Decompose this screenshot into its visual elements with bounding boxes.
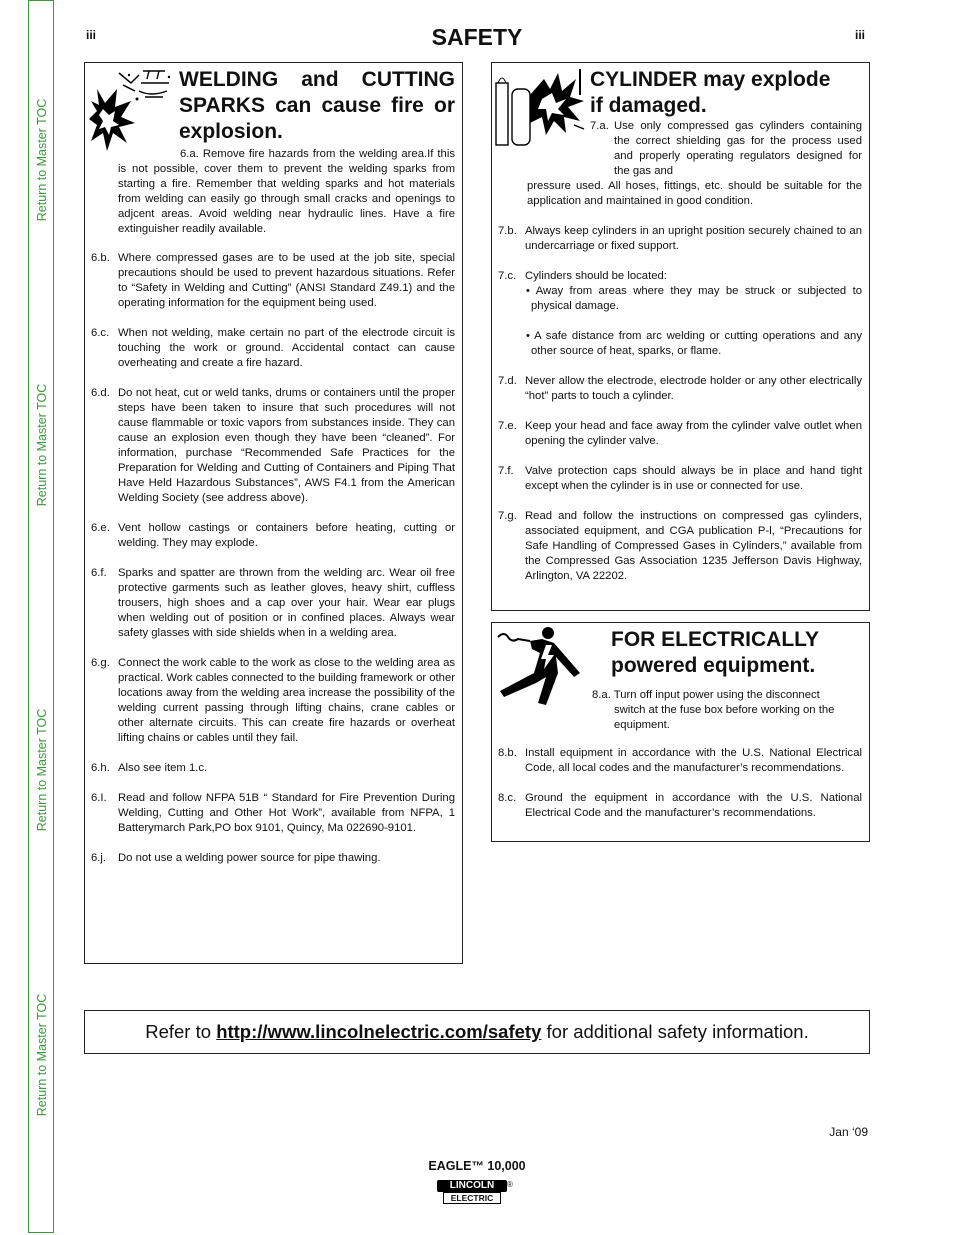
- list-item: [91, 251, 455, 311]
- item-text: Sparks and spatter are thrown from the welding arc. Wear oil free protective garments such as leather gloves, heavy shirt, cuffless trousers, high shoes and a cap over your hair. Wear ear plugs when welding out of position or in confined places. Always wear safety glasses with side shields when in a welding area.: [118, 567, 455, 639]
- electrical-section-title: [611, 627, 861, 679]
- list-item: [91, 521, 455, 551]
- item-text: Use only compressed gas cylinders containing the correct shielding gas for the process used and properly operating regulators designed for the gas and: [614, 120, 862, 177]
- refer-prefix: Refer to: [145, 1021, 217, 1042]
- list-item: [91, 851, 455, 866]
- welding-section-title: [179, 67, 455, 145]
- return-to-master-toc-link[interactable]: [34, 345, 50, 545]
- toc-link-label: Return to Master TOC: [35, 383, 49, 507]
- logo-top: LINCOLN: [437, 1180, 507, 1192]
- list-item: [91, 656, 455, 746]
- list-item: [91, 566, 455, 641]
- welding-items: [91, 251, 455, 881]
- item-number: 6.g.: [91, 657, 110, 669]
- title-line: CYLINDER may explode: [590, 68, 831, 91]
- item-text: Ground the equipment in accordance with the U.S. National Electrical Code and the manufacturer’s recommendations.: [525, 792, 862, 819]
- item-number: 6.h.: [91, 762, 110, 774]
- cylinder-intro: [590, 119, 862, 179]
- lincoln-electric-logo: [437, 1180, 515, 1208]
- title-line: SPARKS can cause fire or: [179, 94, 455, 117]
- item-text: Where compressed gases are to be used at the job site, special precautions should be used to prevent hazardous situations. Refer to “Safety in Welding and Cutting” (ANSI Standard Z49.1) and the operating information for the equipment being used.: [118, 252, 455, 309]
- list-item: [91, 791, 455, 836]
- bullet-item: • A safe distance from arc welding or cutting operations and any other source of heat, sparks, or flame.: [526, 330, 862, 357]
- safety-link[interactable]: http://www.lincolnelectric.com/safety: [216, 1021, 542, 1042]
- item-text: Always keep cylinders in an upright position securely chained to an undercarriage or fixed support.: [525, 225, 862, 252]
- title-line: WELDING and CUTTING: [179, 68, 455, 91]
- toc-link-label: Return to Master TOC: [35, 993, 49, 1117]
- item-number: 6.I.: [91, 792, 107, 804]
- list-item: [498, 269, 862, 359]
- return-to-master-toc-link[interactable]: [34, 670, 50, 870]
- cylinder-section-title: [590, 67, 860, 119]
- list-item: [498, 374, 862, 404]
- item-number: 8.c.: [498, 792, 517, 804]
- list-item: [498, 419, 862, 449]
- electric-shock-icon: [496, 627, 586, 705]
- cylinder-items: [498, 224, 862, 599]
- list-item: [498, 464, 862, 494]
- welding-intro: [118, 147, 455, 237]
- page-number-right: iii: [855, 28, 866, 42]
- list-item: [91, 326, 455, 371]
- page-number-left: iii: [86, 28, 97, 42]
- bullet-list: [525, 284, 862, 359]
- return-to-master-toc-link[interactable]: [34, 955, 50, 1155]
- item-number: 7.b.: [498, 225, 517, 237]
- title-line: powered equipment.: [611, 654, 816, 677]
- item-text: Install equipment in accordance with the U.S. National Electrical Code, all local codes and the manufacturer’s recommendations.: [525, 747, 862, 774]
- list-item: [590, 119, 862, 179]
- cylinder-intro-cont: [527, 179, 862, 209]
- cylinder-explosion-icon: [494, 65, 586, 147]
- item-number: 6.e.: [91, 522, 110, 534]
- intro-text: 6.a. Remove fire hazards from the welding area.If this is not possible, cover them to prevent the welding sparks from starting a fire. Remember that welding sparks and hot materials from welding can easily go through small cracks and openings to adjcent areas. Avoid welding near hydraulic lines. Have a fire extinguisher readily available.: [118, 148, 455, 235]
- item-number: 7.e.: [498, 420, 517, 432]
- list-item: [498, 746, 862, 776]
- item-number: 7.d.: [498, 375, 517, 387]
- item-text: Read and follow NFPA 51B “ Standard for Fire Prevention During Welding, Cutting and Other Hot Work”, available from NFPA, 1 Batterymarch Park,PO box 9101, Quincy, Ma 022690-9101.: [118, 792, 455, 834]
- item-text: Keep your head and face away from the cylinder valve outlet when opening the cylinder valve.: [525, 420, 862, 447]
- electrical-items: [498, 746, 862, 836]
- electrical-intro: [592, 688, 854, 733]
- item-text: Do not heat, cut or weld tanks, drums or containers until the proper steps have been taken to insure that such procedures will not cause flammable or toxic vapors from substances inside. They can cause an explosion even though they have been “cleaned”. For information, purchase “Recommended Safe Practices for the Preparation for Welding and Cutting of Containers and Piping That Have Held Hazardous Substances”, AWS F4.1 from the American Welding Society (see address above).: [118, 387, 455, 504]
- item-text: Read and follow the instructions on compressed gas cylinders, associated equipment, and CGA publication P-l, “Precautions for Safe Handling of Compressed Gases in Cylinders,” available from the Compressed Gas Association 1235 Jefferson Davis Highway, Arlington, VA 22202.: [525, 510, 862, 582]
- logo-bottom: ELECTRIC: [443, 1192, 501, 1204]
- item-number: 6.b.: [91, 252, 110, 264]
- welding-sparks-section: [84, 62, 463, 964]
- toc-link-label: Return to Master TOC: [35, 98, 49, 222]
- toc-link-label: Return to Master TOC: [35, 708, 49, 832]
- list-item: [91, 386, 455, 506]
- title-line: if damaged.: [590, 94, 707, 117]
- title-line: explosion.: [179, 120, 283, 143]
- item-text: When not welding, make certain no part of the electrode circuit is touching the work or ground. Accidental contact can cause overheating and create a fire hazard.: [118, 327, 455, 369]
- item-number: 7.a.: [590, 120, 609, 132]
- logo-registered-mark: ®: [507, 1180, 513, 1189]
- list-item: [91, 761, 455, 776]
- item-number: 6.j.: [91, 852, 107, 864]
- item-number: 6.c.: [91, 327, 110, 339]
- item-text: Connect the work cable to the work as close to the welding area as practical. Work cables connected to the building framework or other locations away from the welding area increase the possibility of the welding current passing through lifting chains, crane cables or other alternate circuits. This can create fire hazards or overheat lifting chains or cables until they fail.: [118, 657, 455, 744]
- item-number: 7.c.: [498, 270, 517, 282]
- item-number: 7.g.: [498, 510, 517, 522]
- item-text: Never allow the electrode, electrode holder or any other electrically “hot” parts to touch a cylinder.: [525, 375, 862, 402]
- list-item: [498, 509, 862, 584]
- electrical-section: [491, 622, 870, 842]
- list-item: [498, 224, 862, 254]
- item-number: 8.b.: [498, 747, 517, 759]
- page-title: SAFETY: [431, 24, 523, 50]
- item-text: Do not use a welding power source for pipe thawing.: [118, 852, 381, 864]
- refer-banner: [84, 1010, 870, 1054]
- title-line: FOR ELECTRICALLY: [611, 628, 820, 651]
- item-number: 7.f.: [498, 465, 514, 477]
- item-text: Cylinders should be located:: [525, 270, 667, 282]
- list-item: [498, 791, 862, 821]
- return-to-master-toc-link[interactable]: [34, 60, 50, 260]
- intro-text: 8.a. Turn off input power using the disconnect switch at the fuse box before working on the equipment.: [592, 689, 835, 731]
- item-text: Also see item 1.c.: [118, 762, 208, 774]
- bullet-item: • Away from areas where they may be struck or subjected to physical damage.: [526, 285, 862, 312]
- revision-date: Jan ‘09: [829, 1125, 868, 1139]
- item-text: Valve protection caps should always be in place and hand tight except when the cylinder is in use or connected for use.: [525, 465, 862, 492]
- item-text: Vent hollow castings or containers before heating, cutting or welding. They may explode.: [118, 522, 455, 549]
- refer-suffix: for additional safety information.: [541, 1021, 809, 1042]
- item-text: pressure used. All hoses, fittings, etc. should be suitable for the application and maintained in good condition.: [527, 180, 862, 207]
- welding-sparks-explosion-icon: [89, 67, 175, 157]
- item-number: 6.f.: [91, 567, 107, 579]
- model-name: EAGLE™ 10,000: [428, 1159, 526, 1173]
- item-number: 6.d.: [91, 387, 110, 399]
- cylinder-section: [491, 62, 870, 611]
